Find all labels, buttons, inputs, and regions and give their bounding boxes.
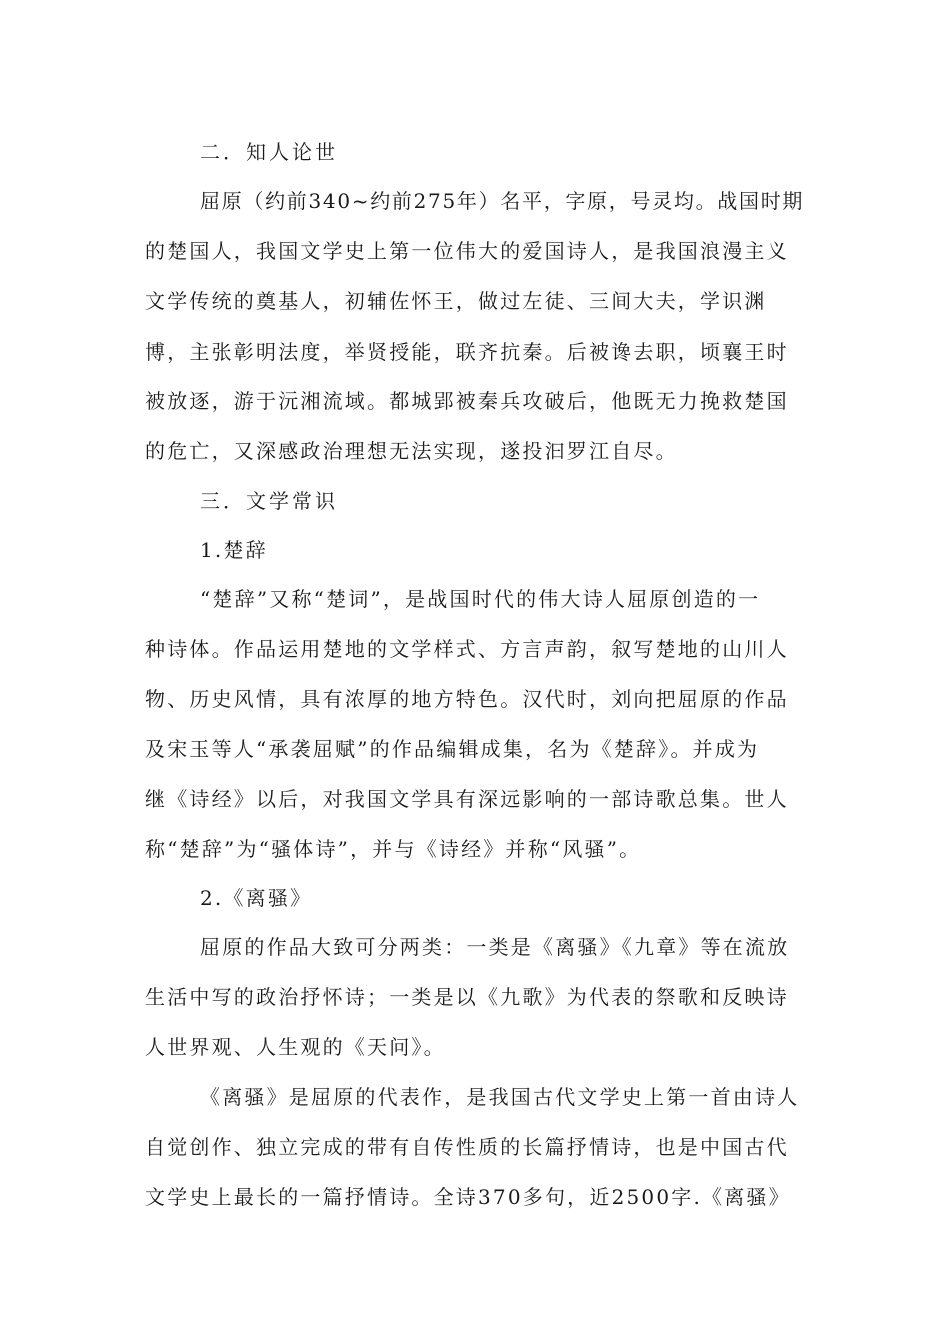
subsection-heading-1: 1.楚辞 [200, 538, 268, 562]
paragraph-line: 的楚国人，我国文学史上第一位伟大的爱国诗人，是我国浪漫主义 [145, 239, 789, 263]
paragraph-line: 生活中写的政治抒怀诗；一类是以《九歌》为代表的祭歌和反映诗 [145, 985, 789, 1009]
paragraph-line: 及宋玉等人“承袭屈赋”的作品编辑成集，名为《楚辞》。并成为 [145, 737, 760, 761]
paragraph-line: 文学传统的奠基人，初辅佐怀王，做过左徒、三间大夫，学识渊 [145, 289, 767, 313]
paragraph-line: 文学史上最长的一篇抒情诗。全诗370多句，近2500字.《离骚》 [145, 1185, 791, 1209]
paragraph-line: 种诗体。作品运用楚地的文学样式、方言声韵，叙写楚地的山川人 [145, 637, 789, 661]
paragraph-line: 自觉创作、独立完成的带有自传性质的长篇抒情诗，也是中国古代 [145, 1135, 789, 1159]
paragraph-line: 人世界观、人生观的《天问》。 [145, 1035, 446, 1059]
paragraph-line: 物、历史风情，具有浓厚的地方特色。汉代时，刘向把屈原的作品 [145, 687, 789, 711]
section-heading-2: 二．知人论世 [200, 140, 338, 164]
paragraph-line: 博，主张彰明法度，举贤授能，联齐抗秦。后被谗去职，顷襄王时 [145, 340, 789, 364]
section-heading-3: 三．文学常识 [200, 489, 338, 513]
paragraph-line: 《离骚》是屈原的代表作，是我国古代文学史上第一首由诗人 [200, 1085, 800, 1109]
paragraph-line: 的危亡，又深感政治理想无法实现，遂投汩罗江自尽。 [145, 439, 678, 463]
paragraph-line: “楚辞”又称“楚词”，是战国时代的伟大诗人屈原创造的一 [200, 587, 761, 611]
paragraph-line: 被放逐，游于沅湘流域。都城郢被秦兵攻破后，他既无力挽救楚国 [145, 389, 789, 413]
paragraph-line: 称“楚辞”为“骚体诗”，并与《诗经》并称“风骚”。 [145, 837, 642, 861]
paragraph-line: 屈原（约前340~约前275年）名平，字原，号灵均。战国时期 [200, 189, 805, 213]
paragraph-line: 屈原的作品大致可分两类：一类是《离骚》《九章》等在流放 [200, 935, 790, 959]
paragraph-line: 继《诗经》以后，对我国文学具有深远影响的一部诗歌总集。世人 [145, 787, 789, 811]
subsection-heading-2: 2.《离骚》 [200, 886, 313, 910]
